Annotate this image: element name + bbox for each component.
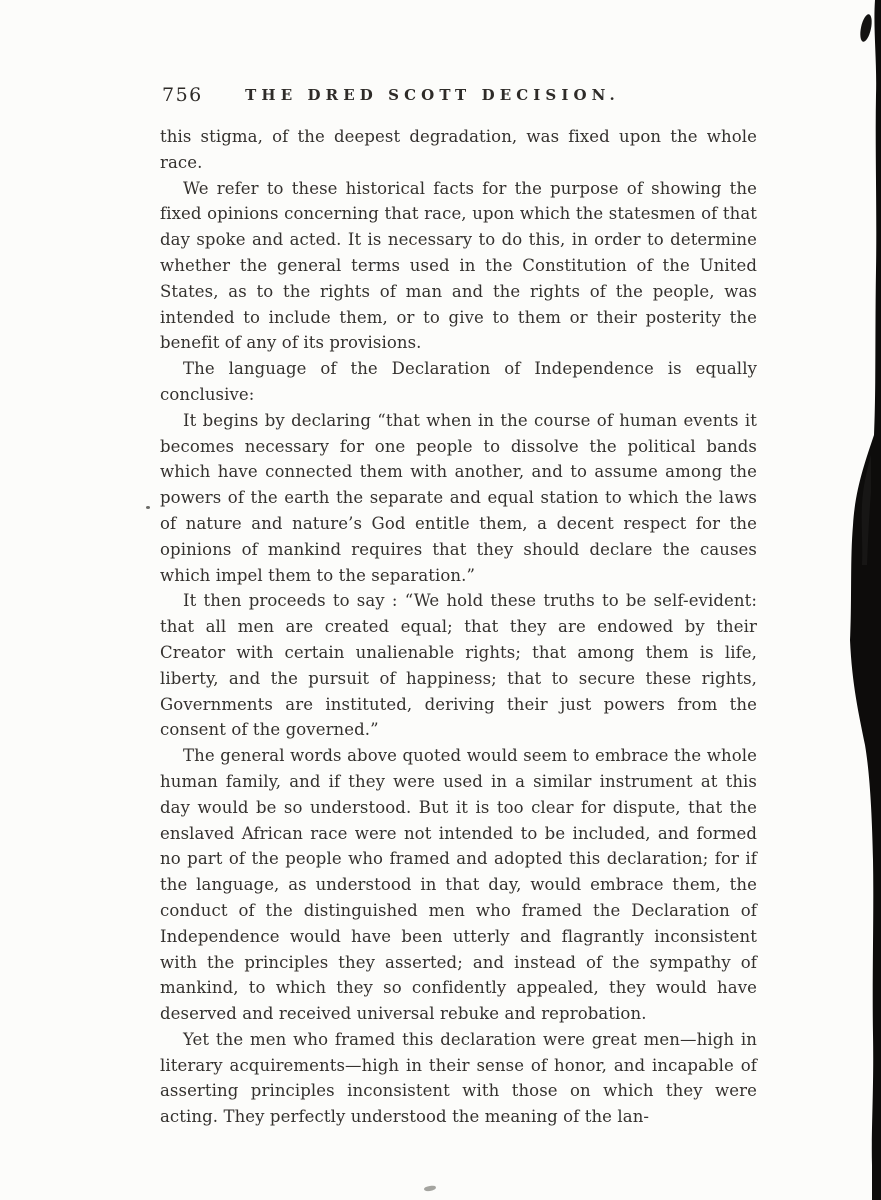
scan-speck — [146, 506, 150, 509]
paragraph: It begins by declaring “that when in the course of human events it becomes necessary for one people to dissolve the political bands which have connected them with another, and to assume among the powers of the earth the separate and equal station to which the laws of nature and nature’s God entitle them, a decent respect for the opinions of mankind requires that they should declare the causes which impel them to the separation.” — [160, 410, 757, 585]
paragraph: this stigma, of the deepest degradation, was fixed upon the whole race. — [160, 127, 757, 172]
scan-smudge — [424, 1185, 437, 1192]
running-head-title: THE DRED SCOTT DECISION. — [245, 86, 620, 104]
text-column — [160, 84, 757, 1130]
page-header — [160, 84, 757, 108]
paragraph: The general words above quoted would seem to embrace the whole human family, and if they were used in a similar instrument at this day would be so understood. But it is too clear for dispute, that the enslaved African race were not intended to be included, and formed no part of the people who framed and adopted this declaration; for if the language, as understood in that day, would embrace them, the conduct of the distinguished men who framed the Declaration of Independence would have been utterly and flagrantly inconsistent with the principles they asserted; and instead of the sympathy of mankind, to which they so confidently appealed, they would have deserved and received universal rebuke and reprobation. — [160, 746, 757, 1024]
page-number: 756 — [162, 84, 203, 106]
paragraph: The language of the Declaration of Independence is equally conclusive: — [160, 359, 757, 404]
paragraph: We refer to these historical facts for the purpose of showing the fixed opinions concerning that race, upon which the statesmen of that day spoke and acted. It is necessary to do this, in order to determine whether the general terms used in the Constitution of the United States, as to the rights of man and the rights of the people, was intended to include them, or to give to them or their posterity the benefit of any of its provisions. — [160, 178, 757, 353]
scan-edge-artifact — [841, 0, 881, 1200]
paragraph: Yet the men who framed this declaration were great men—high in literary acquirements—high in their sense of honor, and incapable of asserting principles inconsistent with those on which they were acting. They perfectly understood the meaning of the lan- — [160, 1029, 757, 1127]
paragraph: It then proceeds to say : “We hold these truths to be self-evident: that all men are created equal; that they are endowed by their Creator with certain unalienable rights; that among them is life, liberty, and the pursuit of happiness; that to secure these rights, Governments are instituted, deriving their just powers from the consent of the governed.” — [160, 591, 757, 740]
page-body — [160, 124, 757, 1130]
